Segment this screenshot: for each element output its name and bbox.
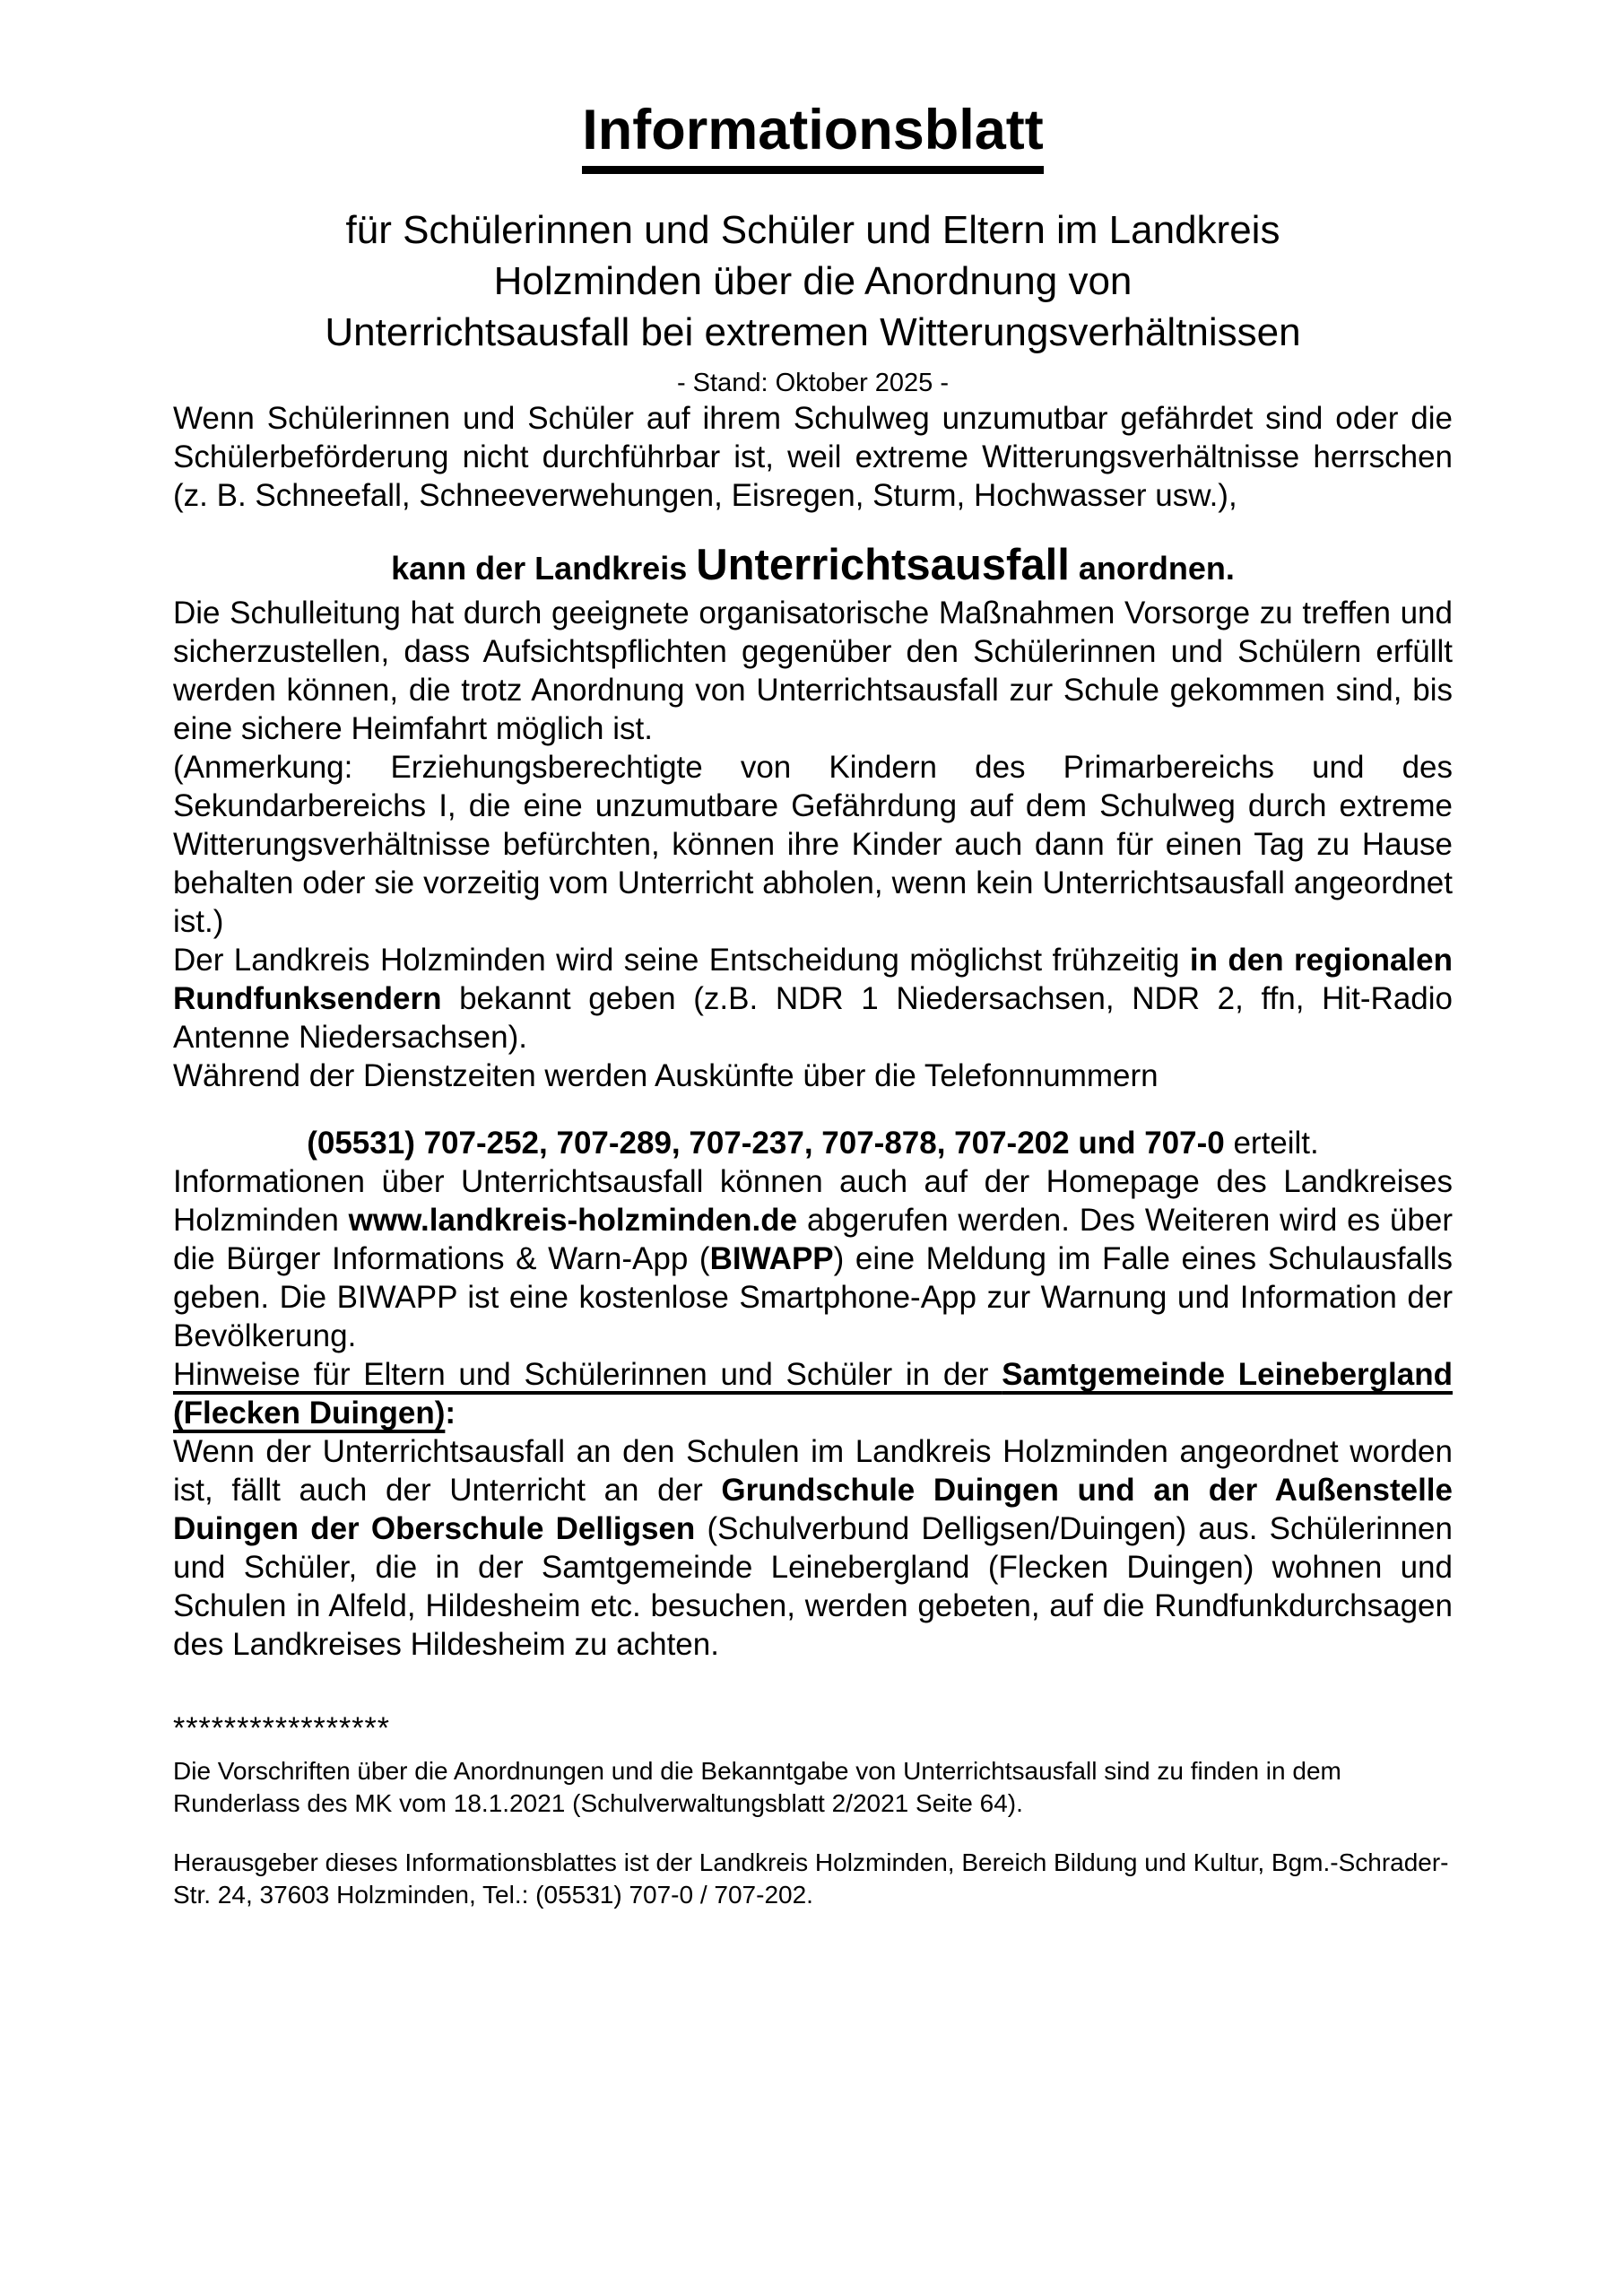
supervision-paragraph: Die Schulleitung hat durch geeignete organisatorische Maßnahmen Vorsorge zu treffen und sicherzustellen, dass Aufsichtspflichten gegenüber den Schülerinnen und Schülern erfüllt werden können, die trotz Anordnung von Unterrichtsausfall zur Schule gekommen sind, bis eine sichere Heimfahrt möglich ist. [173,596,1453,747]
subtitle-line: Holzminden über die Anordnung von [493,259,1133,304]
phone-numbers: (05531) 707-252, 707-289, 707-237, 707-878, 707-202 und 707-0 [307,1126,1225,1161]
text-run: ) eine Meldung im Falle eines Schulausfalls geben. Die BIWAPP ist eine kostenlose Smartphone-App zur Warnung und Information der Bevölkerung. [173,1241,1453,1354]
service-hours-line: Während der Dienstzeiten werden Auskünfte über die Telefonnummern [173,1058,1159,1094]
decree-line [173,540,1453,594]
decree-suffix: anordnen. [1069,550,1235,587]
decree-emphasis: Unterrichtsausfall [696,541,1070,590]
footnote-regulations: Die Vorschriften über die Anordnungen und die Bekanntgabe von Unterrichtsausfall sind zu finden in dem Runderlass des MK vom 18.1.2021 (Schulverwaltungsblatt 2/2021 Seite 64). [173,1757,1341,1818]
intro-paragraph: Wenn Schülerinnen und Schüler auf ihrem Schulweg unzumutbar gefährdet sind oder die Schülerbeförderung nicht durchführbar ist, weil extreme Witterungsverhältnisse herrschen (z. B. Schneefall, Schneeverwehungen, Eisregen, Sturm, Hochwasser usw.), [173,401,1453,514]
version-line: - Stand: Oktober 2025 - [676,369,950,398]
remark-paragraph: (Anmerkung: Erziehungsberechtigte von Kindern des Primarbereichs und des Sekundarbereichs I, die eine unzumutbare Gefährdung auf dem Schulweg durch extreme Witterungsverhältnisse befürchten, können ihre Kinder auch dann für einen Tag zu Hause behalten oder sie vorzeitig vom Unterricht abholen, wenn kein Unterrichtsausfall angeordnet ist.) [173,750,1453,940]
separator-stars: ***************** [173,1711,390,1746]
homepage-paragraph [173,1162,1453,1355]
subtitle-line: für Schülerinnen und Schüler und Eltern im Landkreis [345,208,1280,253]
title-wrap [173,100,1453,174]
text-run: (Schulverbund Delligsen/Duingen) aus. Schülerinnen und Schüler, die in der Samtgemeinde Leinebergland (Flecken Duingen) wohnen und Schulen in Alfeld, Hildesheim etc. besuchen, werden gebeten, auf die Rundfunkdurchsagen des Landkreises Hildesheim zu achten. [173,1511,1453,1663]
page-title: Informationsblatt [582,100,1044,174]
homepage-url: www.landkreis-holzminden.de [348,1203,798,1239]
duingen-paragraph [173,1432,1453,1664]
text-run: abgerufen werden. Des Weiteren wird es über die Bürger Informations & Warn-App ( [173,1203,1453,1277]
footnote-publisher: Herausgeber dieses Informationsblattes ist der Landkreis Holzminden, Bereich Bildung und Kultur, Bgm.-Schrader-Str. 24, 37603 Holzminden, Tel.: (05531) 707-0 / 707-202. [173,1848,1449,1909]
phone-line [173,1124,1453,1162]
notice-heading [173,1355,1453,1432]
text-run: Informationen über Unterrichtsausfall können auch auf der Homepage des Landkreises Holzminden [173,1164,1453,1239]
subtitle [173,204,1453,358]
schools-emphasis: Grundschule Duingen und an der Außenstelle Duingen der Oberschule Delligsen [173,1473,1453,1547]
broadcast-paragraph [173,941,1453,1057]
decree-prefix: kann der Landkreis [391,550,697,587]
text-run: Hinweise für Eltern und Schülerinnen und Schüler in der [173,1357,1002,1393]
notice-heading-underlined [173,1357,1453,1431]
text-run: Wenn der Unterrichtsausfall an den Schulen im Landkreis Holzminden angeordnet worden ist, fällt auch der Unterricht an der [173,1434,1453,1509]
phone-suffix: erteilt. [1224,1126,1319,1161]
text-run: bekannt geben (z.B. NDR 1 Niedersachsen, NDR 2, ffn, Hit-Radio Antenne Niedersachsen). [173,981,1453,1056]
samtgemeinde-emphasis: Samtgemeinde Leinebergland (Flecken Duingen) [173,1357,1453,1431]
radio-stations-emphasis: in den regionalen Rundfunksendern [173,943,1454,1017]
heading-colon: : [445,1396,456,1431]
text-run: Der Landkreis Holzminden wird seine Entscheidung möglichst frühzeitig [173,943,1190,978]
biwapp-name: BIWAPP [709,1241,834,1277]
subtitle-line: Unterrichtsausfall bei extremen Witterungsverhältnissen [325,310,1301,355]
